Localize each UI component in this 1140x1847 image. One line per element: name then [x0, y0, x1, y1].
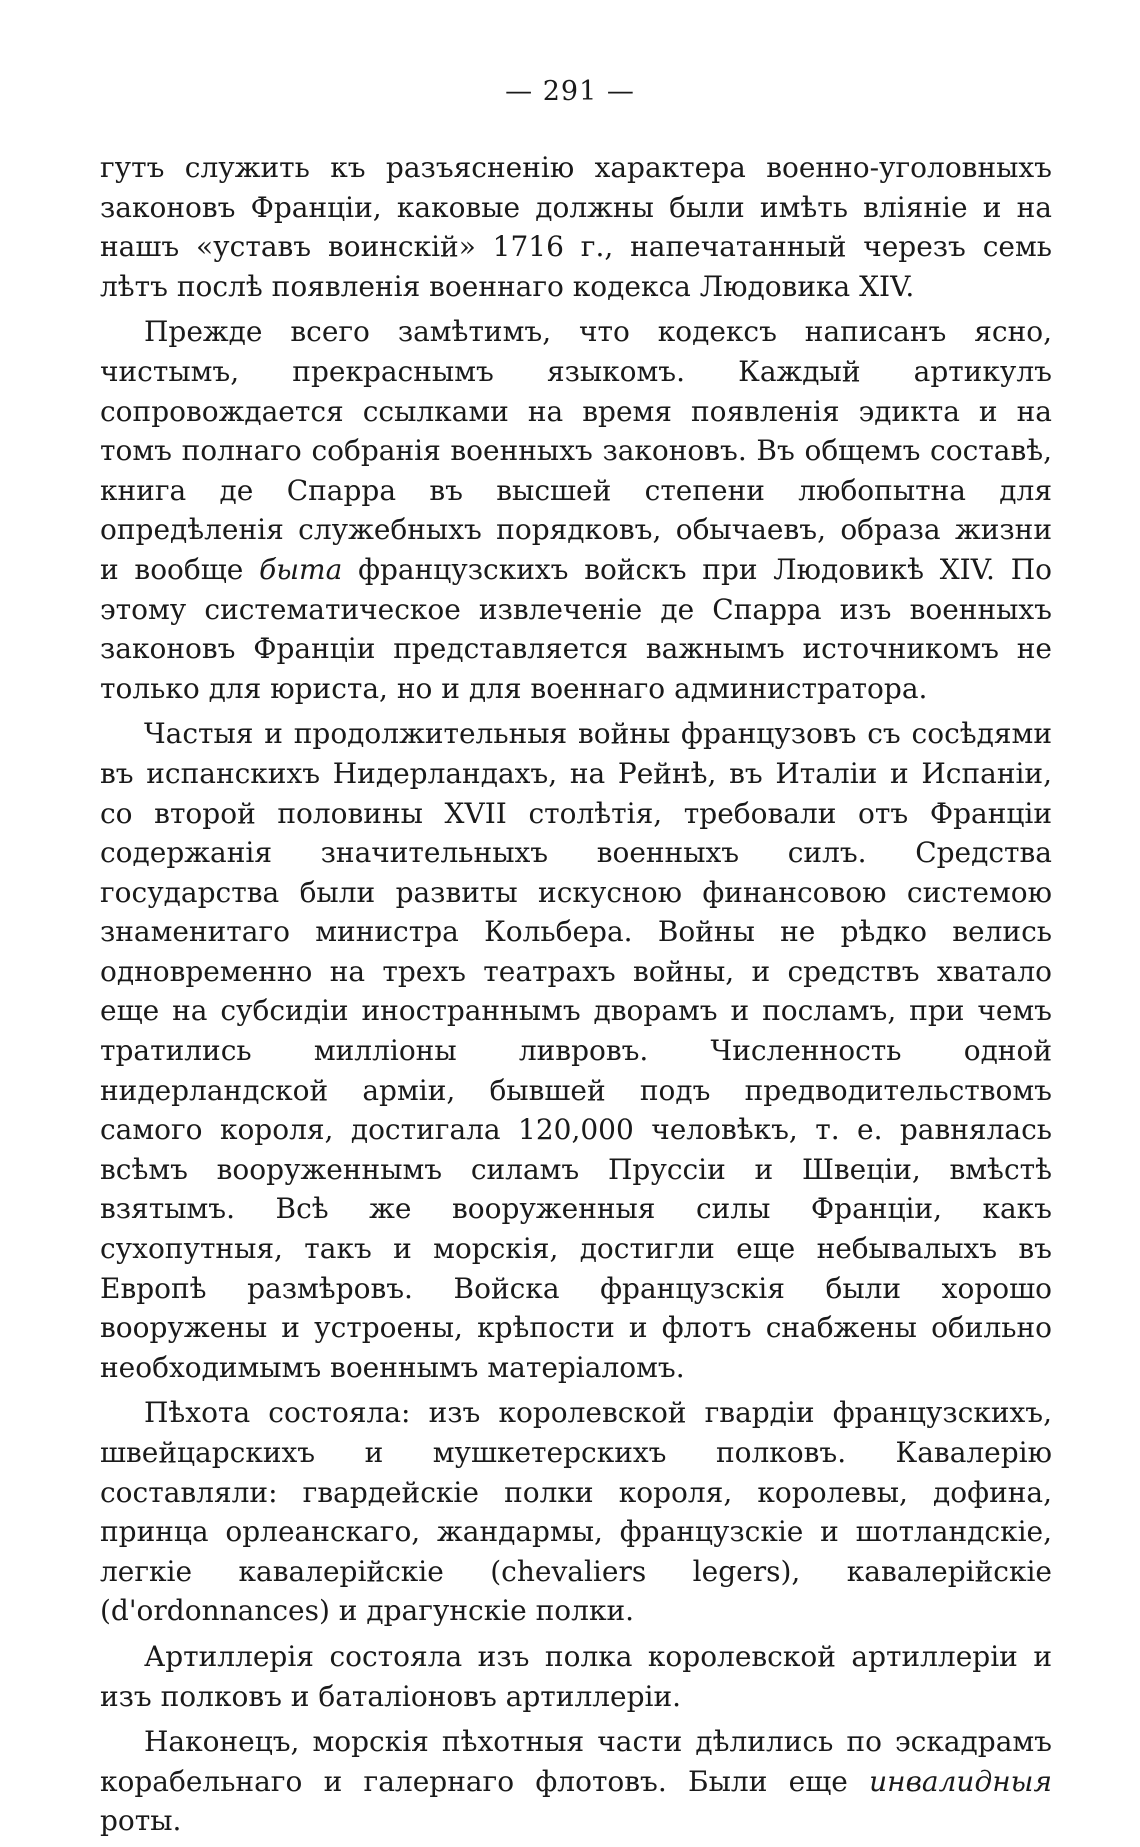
- paragraph-1: [100, 148, 1052, 306]
- paragraph-2: [100, 312, 1052, 708]
- paragraph-2-text-a: Прежде всего замѣтимъ, что кодексъ написанъ ясно, чистымъ, прекраснымъ языкомъ. Каждый артикулъ сопровождается ссылками на время появленія эдикта и на томъ полнаго собранія военныхъ законовъ. Въ общемъ составѣ, книга де Спарра въ высшей степени любопытна для опредѣленія служебныхъ порядковъ, обычаевъ, образа жизни и вообще: [100, 315, 1052, 586]
- paragraph-4: [100, 1393, 1052, 1631]
- paragraph-2-italic-word: быта: [259, 552, 343, 586]
- paragraph-3: [100, 714, 1052, 1387]
- paragraph-1-text: гутъ служить къ разъясненію характера военно-уголовныхъ законовъ Франціи, каковые должны были имѣть вліяніе и на нашъ «уставъ воинскій» 1716 г., напечатанный черезъ семь лѣтъ послѣ появленія военнаго кодекса Людовика XIV.: [100, 151, 1052, 303]
- page-number: — 291 —: [505, 76, 635, 107]
- paragraph-5-text: Артиллерія состояла изъ полка королевской артиллеріи и изъ полковъ и баталіоновъ артиллеріи.: [100, 1639, 1052, 1713]
- body-text: [100, 148, 1052, 1847]
- paragraph-6: [100, 1722, 1052, 1841]
- paragraph-4-text: Пѣхота состояла: изъ королевской гвардіи французскихъ, швейцарскихъ и мушкетерскихъ полковъ. Кавалерію составляли: гвардейскіе полки короля, королевы, дофина, принца орлеанскаго, жандармы, французскіе и шотландскіе, легкіе кавалерійскіе (chevaliers legers), кавалерійскіе (d'ordonnances) и драгунскіе полки.: [100, 1396, 1052, 1628]
- paragraph-6-text-b: роты.: [100, 1804, 182, 1838]
- paragraph-6-text-a: Наконецъ, морскія пѣхотныя части дѣлились по эскадрамъ корабельнаго и галернаго флотовъ. Были еще: [100, 1725, 1052, 1798]
- paragraph-6-italic-word: инвалидныя: [869, 1764, 1052, 1798]
- paragraph-2-text-b: французскихъ войскъ при Людовикѣ XIV. По этому систематическое извлеченіе де Спарра изъ военныхъ законовъ Франціи представляется важнымъ источникомъ не только для юриста, но и для военнаго администратора.: [100, 552, 1052, 705]
- paragraph-3-text: Частыя и продолжительныя войны французовъ съ сосѣдями въ испанскихъ Нидерландахъ, на Рейнѣ, въ Италіи и Испаніи, со второй половины XVII столѣтія, требовали отъ Франціи содержанія значительныхъ военныхъ силъ. Средства государства были развиты искусною финансовою системою знаменитаго министра Кольбера. Войны не рѣдко велись одновременно на трехъ театрахъ войны, и средствъ хватало еще на субсидіи иностраннымъ дворамъ и посламъ, при чемъ тратились милліоны ливровъ. Численность одной нидерландской арміи, бывшей подъ предводительствомъ самого короля, достигала 120,000 человѣкъ, т. е. равнялась всѣмъ вооруженнымъ силамъ Пруссіи и Швеціи, вмѣстѣ взятымъ. Всѣ же вооруженныя силы Франціи, какъ сухопутныя, такъ и морскія, достигли еще небывалыхъ въ Европѣ размѣровъ. Войска французскія были хорошо вооружены и устроены, крѣпости и флотъ снабжены обильно необходимымъ военнымъ матеріаломъ.: [100, 717, 1052, 1384]
- paragraph-5: [100, 1637, 1052, 1716]
